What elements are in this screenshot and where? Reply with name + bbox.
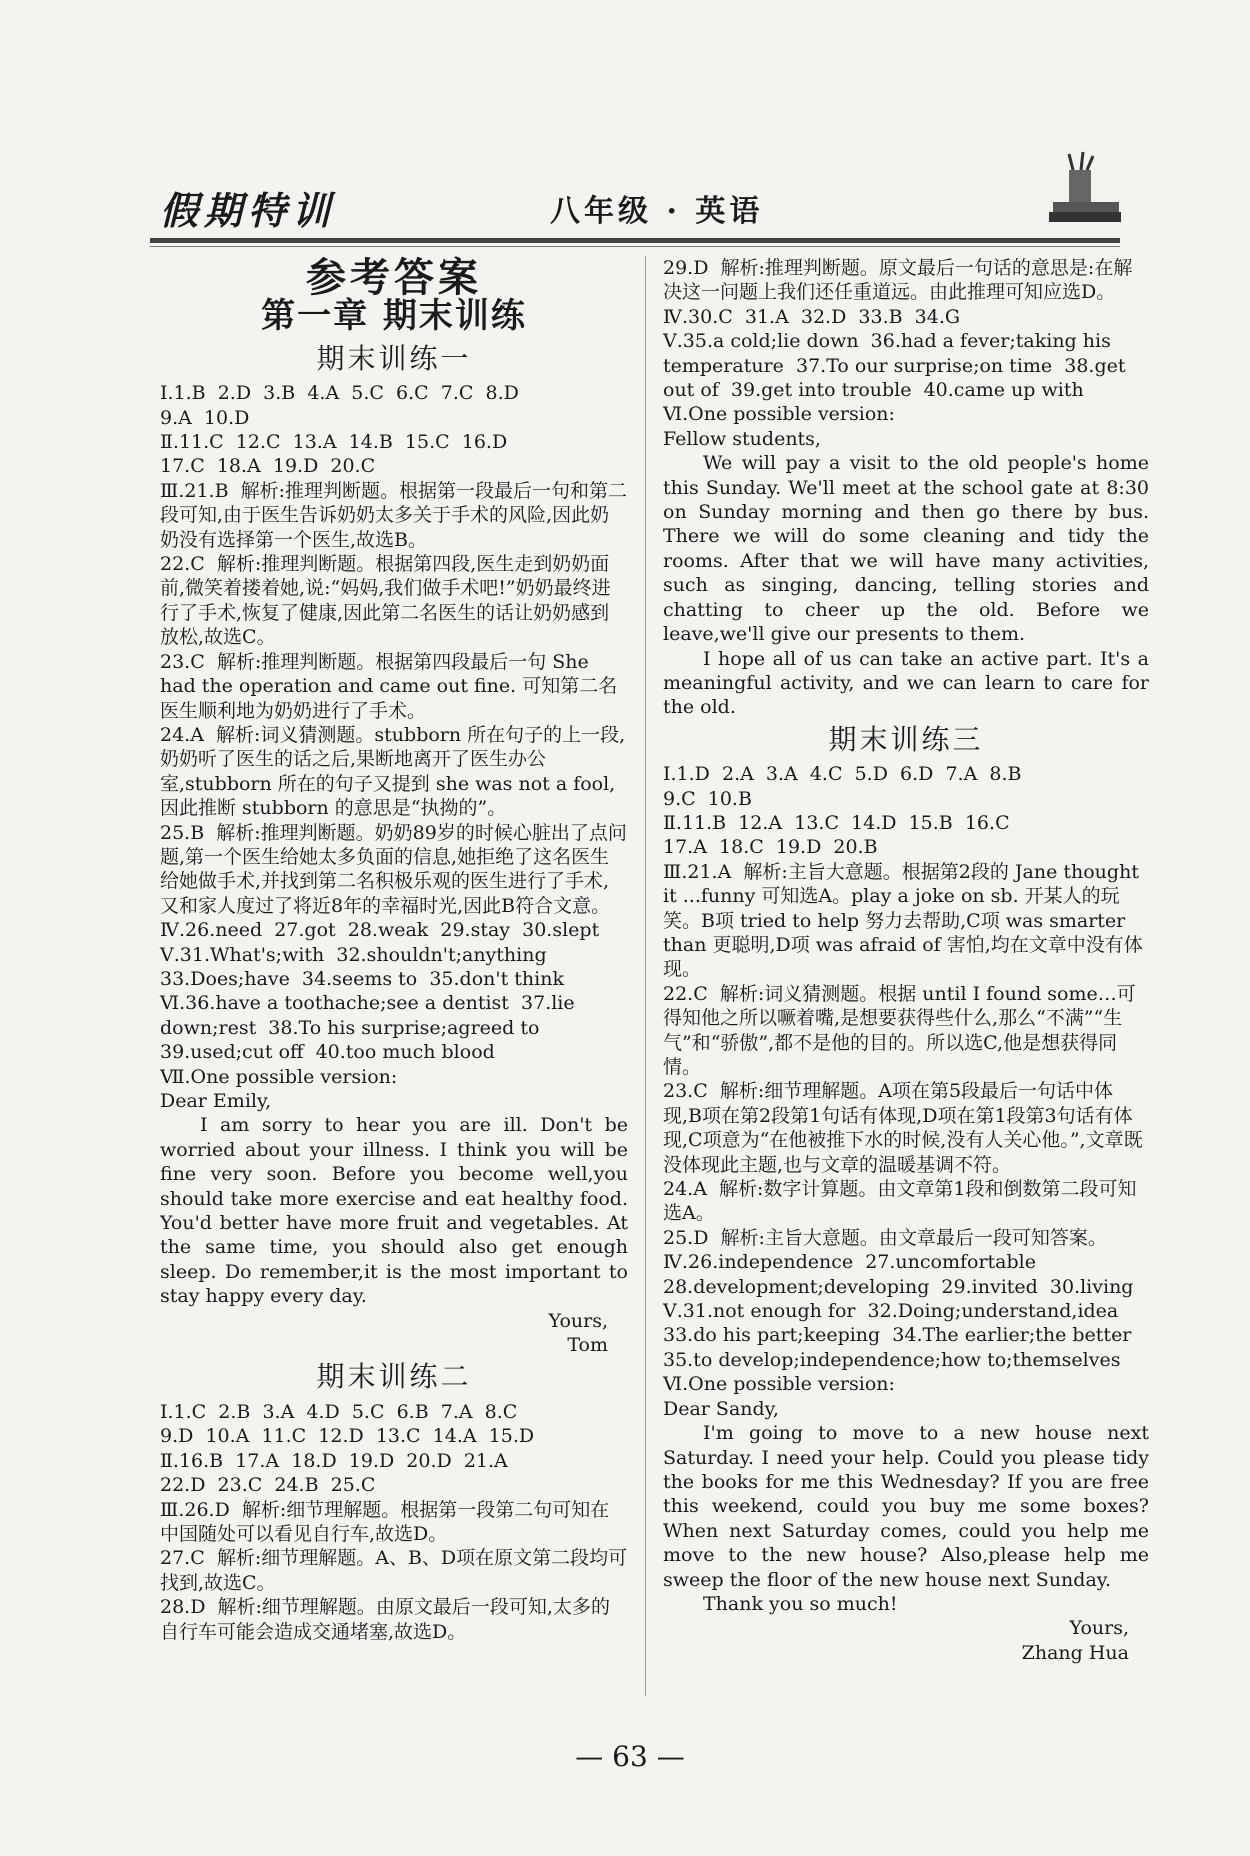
answer-line: Ⅳ.26.independence 27.uncomfortable bbox=[663, 1251, 1036, 1274]
page-header bbox=[160, 180, 1120, 240]
answer-line: 22.D 23.C 24.B 25.C bbox=[160, 1474, 376, 1497]
grade-subject: 八年级 · 英语 bbox=[550, 194, 764, 229]
letter-body: We will pay a visit to the old people's home this Sunday. We'll meet at the school gate at 8:30 on Sunday morning and then go there by bus. There we will do some cleaning and tidy the rooms. After that we will have many activities, such as singing, dancing, telling stories and chatting to cheer up the old. Before we leave,we'll give our presents to them. bbox=[663, 452, 1149, 646]
letter-signature: Tom bbox=[567, 1334, 608, 1357]
section-title-2: 期末训练二 bbox=[316, 1360, 472, 1394]
answer-line: 28.development;developing 29.invited 30.living bbox=[663, 1275, 1134, 1298]
right-column bbox=[663, 256, 1149, 1665]
answer-line: Ⅳ.26.need 27.got 28.weak 29.stay 30.slept bbox=[160, 919, 600, 942]
letter-signature: Zhang Hua bbox=[1021, 1641, 1129, 1664]
answer-line: Ⅰ.1.B 2.D 3.B 4.A 5.C 6.C 7.C 8.D bbox=[160, 382, 519, 405]
answer-line: 28.D 解析:细节理解题。由原文最后一段可知,太多的自行车可能会造成交通堵塞,故选D。 bbox=[160, 1596, 610, 1643]
answer-line: Ⅲ.21.A 解析:主旨大意题。根据第2段的 Jane thought it ...funny 可知选A。play a joke on sb. 开某人的玩笑。B项 tried to help 努力去帮助,C项 was smarter than 更聪明,D项 was afraid of 害怕,均在文章中没有体现。 bbox=[663, 860, 1146, 981]
answer-line: 22.C 解析:推理判断题。根据第四段,医生走到奶奶面前,微笑着搂着她,说:“妈妈,我们做手术吧!”奶奶最终进行了手术,恢复了健康,因此第二名医生的话让奶奶感到放松,故选C。 bbox=[160, 553, 611, 649]
answer-line: 9.A 10.D bbox=[160, 406, 250, 429]
letter-body: I hope all of us can take an active part. It's a meaningful activity, and we can learn to care for the old. bbox=[663, 647, 1149, 719]
answer-line: Ⅲ.26.D 解析:细节理解题。根据第一段第二句可知在中国随处可以看见自行车,故选D。 bbox=[160, 1498, 610, 1545]
answer-line: 22.C 解析:词义猜测题。根据 until I found some…可得知他之所以噘着嘴,是想要获得些什么,那么“不满”“生气”和“骄傲”,都不是他的目的。所以选C,他是想获得同情。 bbox=[663, 982, 1136, 1078]
answer-line: 24.A 解析:数字计算题。由文章第1段和倒数第二段可知选A。 bbox=[663, 1178, 1137, 1225]
answer-line: Ⅱ.11.B 12.A 13.C 14.D 15.B 16.C bbox=[663, 811, 1010, 834]
answer-line: Dear Emily, bbox=[160, 1090, 272, 1112]
page-number: — 63 — bbox=[575, 1740, 685, 1773]
answer-line: 29.D 解析:推理判断题。原文最后一句话的意思是:在解决这一问题上我们还任重道远。由此推理可知应选D。 bbox=[663, 257, 1133, 304]
letter-body: I'm going to move to a new house next Saturday. I need your help. Could you please tidy the books for me this Wednesday? If you are free this weekend, could you buy me some boxes? When next Saturday comes, could you help me move to the new house? Also,please help me sweep the floor of the new house next Sunday. bbox=[663, 1422, 1149, 1591]
answer-line: 33.Does;have 34.seems to 35.don't think bbox=[160, 967, 564, 990]
answer-line: Ⅴ.31.not enough for 32.Doing;understand,idea bbox=[663, 1300, 1119, 1323]
letter-body: I am sorry to hear you are ill. Don't be worried about your illness. I think you will be fine very soon. Before you become well,you should take more exercise and eat healthy food. You'd better have more fruit and vegetables. At the same time, you should also get enough sleep. Do remember,it is the most important to stay happy every day. bbox=[160, 1114, 628, 1308]
answer-line: Ⅱ.16.B 17.A 18.D 19.D 20.D 21.A bbox=[160, 1449, 508, 1472]
answer-line: 9.D 10.A 11.C 12.D 13.C 14.A 15.D bbox=[160, 1425, 535, 1448]
answer-line: Ⅶ.One possible version: bbox=[160, 1065, 398, 1088]
answer-line: Ⅳ.30.C 31.A 32.D 33.B 34.G bbox=[663, 305, 961, 328]
answer-line: Ⅰ.1.D 2.A 3.A 4.C 5.D 6.D 7.A 8.B bbox=[663, 763, 1022, 786]
answer-line: 23.C 解析:推理判断题。根据第四段最后一句 She had the operation and came out fine. 可知第二名医生顺利地为奶奶进行了手术。 bbox=[160, 650, 618, 722]
answer-line: Fellow students, bbox=[663, 427, 821, 450]
answer-line: 17.C 18.A 19.D 20.C bbox=[160, 455, 376, 478]
answer-line: Ⅰ.1.C 2.B 3.A 4.D 5.C 6.B 7.A 8.C bbox=[160, 1400, 518, 1423]
answer-line: Ⅱ.11.C 12.C 13.A 14.B 15.C 16.D bbox=[160, 431, 508, 454]
answer-line: 25.D 解析:主旨大意题。由文章最后一段可知答案。 bbox=[663, 1226, 1107, 1249]
answer-line: 33.do his part;keeping 34.The earlier;the better bbox=[663, 1324, 1132, 1347]
books-pencil-cup-icon bbox=[1045, 150, 1125, 230]
left-column bbox=[160, 256, 628, 1644]
answer-line: Ⅴ.35.a cold;lie down 36.had a fever;taking his temperature 37.To our surprise;on time 38.get out of 39.get into trouble 40.came up with bbox=[663, 330, 1132, 402]
chapter-title: 第一章 期末训练 bbox=[261, 296, 527, 337]
answer-line: 23.C 解析:细节理解题。A项在第5段最后一句话中体现,B项在第2段第1句话有体现,D项在第1段第3句话有体现,C项意为“在他被推下水的时候,没有人关心他。”,文章既没体现此主题,也与文章的温暖基调不符。 bbox=[663, 1080, 1143, 1176]
answer-line: Dear Sandy, bbox=[663, 1397, 779, 1420]
answer-line: 9.C 10.B bbox=[663, 787, 752, 810]
answer-line: Ⅵ.One possible version: bbox=[663, 1373, 895, 1396]
answer-line: 27.C 解析:细节理解题。A、B、D项在原文第二段均可找到,故选C。 bbox=[160, 1547, 628, 1594]
answer-line: 17.A 18.C 19.D 20.B bbox=[663, 836, 878, 859]
section-title-3: 期末训练三 bbox=[828, 722, 984, 756]
answer-line: 24.A 解析:词义猜测题。stubborn 所在句子的上一段,奶奶听了医生的话之后,果断地离开了医生办公室,stubborn 所在的句子又提到 she was not a fool,因此推断 stubborn 的意思是“执拗的”。 bbox=[160, 723, 626, 820]
section-title-1: 期末训练一 bbox=[316, 341, 472, 375]
header-rule-thin bbox=[150, 246, 1120, 247]
column-divider bbox=[645, 256, 646, 1696]
answer-line: Ⅲ.21.B 解析:推理判断题。根据第一段最后一句和第二段可知,由于医生告诉奶奶太多关于手术的风险,因此奶奶没有选择第一个医生,故选B。 bbox=[160, 479, 628, 551]
answer-line: 25.B 解析:推理判断题。奶奶89岁的时候心脏出了点问题,第一个医生给她太多负面的信息,她拒绝了这名医生给她做手术,并找到第二名积极乐观的医生进行了手术,又和家人度过了将近8年的幸福时光,因此B符合文意。 bbox=[160, 821, 627, 917]
header-rule bbox=[150, 238, 1120, 243]
letter-closing: Yours, bbox=[548, 1309, 608, 1332]
answer-line: Ⅵ.One possible version: bbox=[663, 403, 895, 426]
letter-closing: Yours, bbox=[1069, 1617, 1129, 1640]
answer-line: 35.to develop;independence;how to;themselves bbox=[663, 1348, 1121, 1371]
answers-title: 参考答案 bbox=[306, 254, 482, 301]
answer-line: Ⅴ.31.What's;with 32.shouldn't;anything bbox=[160, 943, 547, 966]
letter-body: Thank you so much! bbox=[703, 1592, 898, 1615]
answer-line: Ⅵ.36.have a toothache;see a dentist 37.lie down;rest 38.To his surprise;agreed to 39.used;cut off 40.too much blood bbox=[160, 992, 581, 1064]
series-title: 假期特训 bbox=[160, 188, 337, 233]
